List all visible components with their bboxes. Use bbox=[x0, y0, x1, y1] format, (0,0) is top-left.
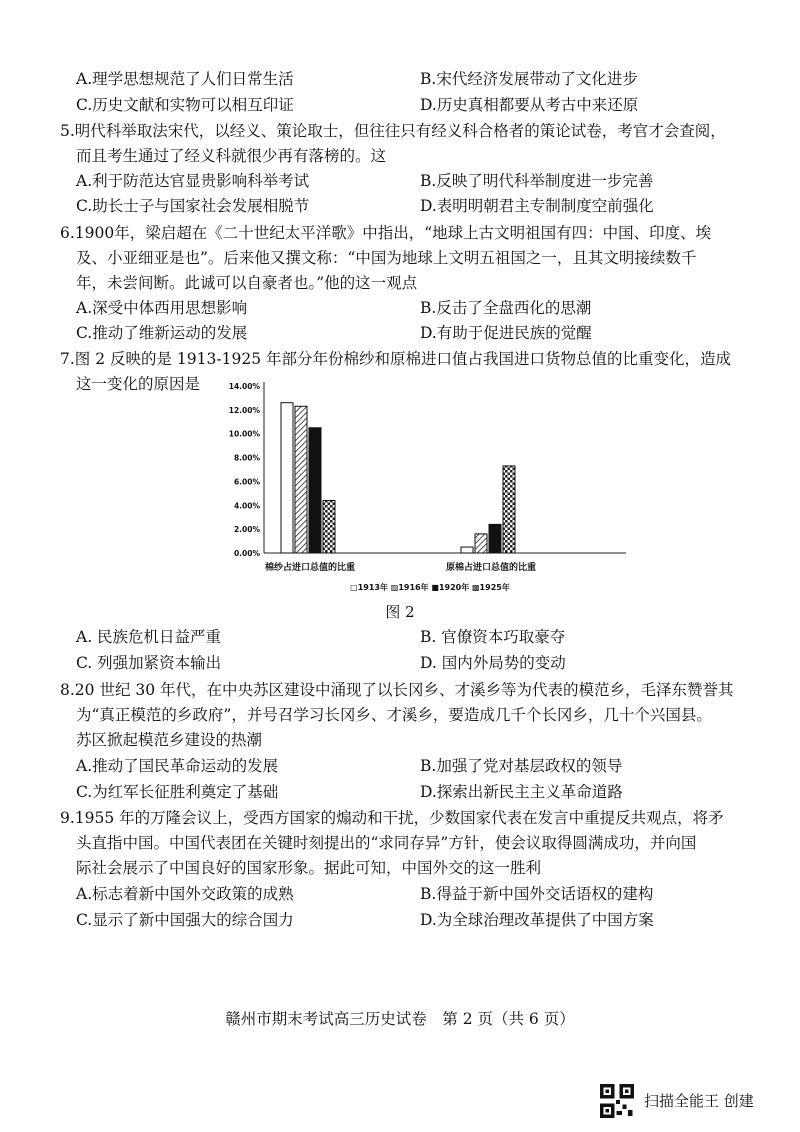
bar-cotton-yarn-1913年 bbox=[281, 403, 293, 553]
q8-stem-line1: 8.20 世纪 30 年代，在中央苏区建设中涌现了以长冈乡、才溪乡等为代表的模范乡，毛泽东赞誉其 bbox=[60, 681, 734, 699]
q5-option-c: C.助长士子与国家社会发展相脱节 bbox=[76, 197, 310, 215]
q6-option-c: C.推动了维新运动的发展 bbox=[76, 324, 248, 342]
q6-option-d: D.有助于促进民族的觉醒 bbox=[420, 324, 592, 342]
scanner-watermark-label: 扫描全能王 创建 bbox=[644, 1092, 754, 1110]
y-tick-label: 4.00% bbox=[233, 501, 260, 511]
q6-stem-line3: 年，未尝间断。此诚可以自豪者也。”他的这一观点 bbox=[76, 274, 418, 292]
q9-option-c: C.显示了新中国强大的综合国力 bbox=[76, 911, 294, 929]
bar-raw-cotton-1916年 bbox=[475, 534, 487, 553]
q8-option-b: B.加强了党对基层政权的领导 bbox=[420, 757, 623, 775]
q4-option-a: A.理学思想规范了人们日常生活 bbox=[76, 70, 294, 88]
q5-option-b: B.反映了明代科举制度进一步完善 bbox=[420, 172, 654, 190]
q9-stem-line3: 际社会展示了中国良好的国家形象。据此可知，中国外交的这一胜利 bbox=[76, 859, 542, 877]
q5-stem-line1: 5.明代科举取法宋代，以经义、策论取士，但往往只有经义科合格者的策论试卷，考官才会查阅， bbox=[60, 122, 726, 140]
y-tick-label: 0.00% bbox=[233, 549, 260, 558]
category-label: 棉纱占进口总值的比重 bbox=[264, 563, 356, 573]
q4-option-c: C.历史文献和实物可以相互印证 bbox=[76, 96, 294, 114]
q8-option-a: A.推动了国民革命运动的发展 bbox=[76, 757, 279, 775]
y-tick-label: 8.00% bbox=[233, 453, 260, 463]
chart-axes bbox=[264, 382, 626, 553]
q8-option-d: D.探索出新民主主义革命道路 bbox=[420, 783, 623, 801]
q5-option-d: D.表明明朝君主专制制度空前强化 bbox=[420, 197, 654, 215]
q9-option-a: A.标志着新中国外交政策的成熟 bbox=[76, 885, 294, 903]
q7-option-d: D. 国内外局势的变动 bbox=[420, 654, 566, 672]
q9-stem-line1: 9.1955 年的万隆会议上，受西方国家的煽动和干扰，少数国家代表在发言中重提反共观点，将矛 bbox=[60, 809, 724, 827]
q9-option-d: D.为全球治理改革提供了中国方案 bbox=[420, 911, 654, 929]
q4-option-d: D.历史真相都要从考古中来还原 bbox=[420, 96, 639, 114]
page-footer: 赣州市期末考试高三历史试卷 第 2 页（共 6 页） bbox=[225, 1010, 575, 1028]
chart-labels bbox=[229, 382, 536, 592]
q7-stem-line2: 这一变化的原因是 bbox=[76, 375, 201, 393]
y-tick-label: 12.00% bbox=[228, 405, 260, 415]
q9-stem-line2: 头直指中国。中国代表团在关键时刻提出的“求同存异”方针，使会议取得圆满成功，并向国 bbox=[76, 834, 697, 852]
y-tick-label: 2.00% bbox=[233, 525, 260, 535]
q8-option-c: C.为红军长征胜利奠定了基础 bbox=[76, 783, 279, 801]
bar-raw-cotton-1920年 bbox=[489, 524, 501, 553]
bar-cotton-yarn-1916年 bbox=[295, 406, 307, 553]
q5-stem-line2: 而且考生通过了经义科就很少再有落榜的。这 bbox=[76, 147, 387, 165]
q8-stem-line2: 为“真正模范的乡政府”，并号召学习长冈乡、才溪乡，要造成几千个长冈乡，几十个兴国县。 bbox=[76, 706, 712, 724]
bar-cotton-yarn-1920年 bbox=[309, 428, 321, 553]
chart-legend: □1913年 ▨1916年 ■1920年 ▩1925年 bbox=[350, 583, 510, 592]
q6-option-b: B.反击了全盘西化的思潮 bbox=[420, 299, 592, 317]
q5-option-a: A.利于防范达官显贵影响科举考试 bbox=[76, 172, 310, 190]
y-tick-label: 6.00% bbox=[233, 477, 260, 487]
q6-stem-line1: 6.1900年，梁启超在《二十世纪太平洋歌》中指出，“地球上古文明祖国有四：中国、印度、埃 bbox=[60, 224, 712, 242]
chart-bars bbox=[281, 403, 515, 553]
bar-raw-cotton-1925年 bbox=[503, 466, 515, 553]
q8-stem-line3: 苏区掀起模范乡建设的热潮 bbox=[76, 731, 263, 749]
q7-option-b: B. 官僚资本巧取豪夺 bbox=[420, 628, 566, 646]
bar-cotton-yarn-1925年 bbox=[323, 501, 335, 553]
q7-option-c: C. 列强加紧资本输出 bbox=[76, 654, 222, 672]
q7-stem-line1: 7.图 2 反映的是 1913-1925 年部分年份棉纱和原棉进口值占我国进口货物总值的比重变化，造成 bbox=[60, 350, 731, 368]
category-label: 原棉占进口总值的比重 bbox=[445, 563, 537, 573]
y-tick-label: 14.00% bbox=[228, 382, 260, 391]
q6-stem-line2: 及、小亚细亚是也”。后来他又撰文称：“中国为地球上文明五祖国之一，且其文明接续数千 bbox=[76, 249, 697, 267]
q7-option-a: A. 民族危机日益严重 bbox=[76, 628, 222, 646]
qr-code-icon bbox=[600, 1084, 634, 1118]
y-tick-label: 10.00% bbox=[228, 429, 260, 439]
q9-option-b: B.得益于新中国外交话语权的建构 bbox=[420, 885, 654, 903]
bar-raw-cotton-1913年 bbox=[461, 547, 473, 553]
q6-option-a: A.深受中体西用思想影响 bbox=[76, 299, 248, 317]
figure-caption: 图 2 bbox=[385, 603, 415, 621]
q4-option-b: B.宋代经济发展带动了文化进步 bbox=[420, 70, 638, 88]
